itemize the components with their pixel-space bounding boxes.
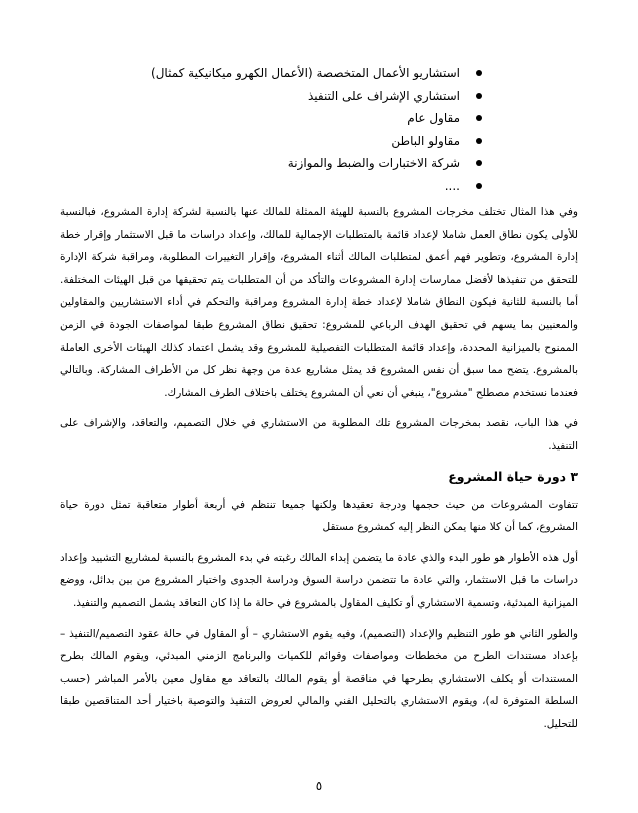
page-number: ٥ — [315, 779, 323, 793]
paragraph-deliverables: في هذا الباب، نقصد بمخرجات المشروع تلك المطلوبة من الاستشاري في خلال التصميم، والتعاقد، والإشراف على التنفيذ. — [60, 417, 578, 452]
paragraph-lifecycle-intro: تتفاوت المشروعات من حيث حجمها ودرجة تعقيدها ولكنها جميعا تنتظم في أربعة أطوار متعاقبة تمثل دورة حياة المشروع، كما أن كلا منها يمكن النظر إليه كمشروع مستقل — [60, 498, 578, 534]
section-heading: ٣ دورة حياة المشروع — [448, 468, 578, 484]
list-item: استشاري الإشراف على التنفيذ — [60, 85, 482, 108]
list-item: شركة الاختبارات والضبط والموازنة — [60, 152, 482, 175]
list-item: مقاولو الباطن — [60, 130, 482, 153]
paragraph-phase-one: أول هذه الأطوار هو طور البدء والذي عادة ما يتضمن إبداء المالك رغبته في بدء المشروع بالنسبة لمشاريع التشييد وإعداد دراسات ما قبل الاستثمار، والتي عادة ما تتضمن دراسة السوق ودراسة الجدوى واختيار المشروع من بين بدائل، ووضع الميزانية المبدئية، وتسمية الاستشاري أو تكليف المقاول بالمشروع في حالة ما إذا كان التعاقد يشمل التصميم والتنفيذ. — [60, 551, 578, 609]
list-item: .... — [60, 175, 482, 198]
stakeholder-list — [60, 62, 578, 197]
list-item: مقاول عام — [60, 107, 482, 130]
list-item: استشاريو الأعمال المتخصصة (الأعمال الكهرو ميكانيكية كمثال) — [60, 62, 482, 85]
paragraph-example: وفي هذا المثال تختلف مخرجات المشروع بالنسبة للهيئة الممثلة للمالك عنها بالنسبة لشركة إدارة المشروع، فبالنسبة للأولى يكون نطاق العمل شاملا لإعداد قائمة بالمتطلبات الإجمالية للمالك، وإعداد دراسات ما قبل الاستثمار وإقرار خطة إدارة المشروع، وتطوير فهم أعمق لمتطلبات المالك أثناء المشروع، وإقرار التغييرات المطلوبة، ومراقبة شركة الإدارة للتحقق من تنفيذها لأفضل ممارسات إدارة المشروعات والتأكد من أن المتطلبات يتم تحقيقها من قبل الهيئات المختلفة. أما بالنسبة للثانية فيكون النطاق شاملا لإعداد خطة إدارة المشروع ومراقبة والتحكم في أداء الاستشاريين والمقاولين والمعنيين بما يسهم في تحقيق الهدف الرباعي للمشروع: تحقيق نطاق المشروع طبقا لمواصفات الجودة في الزمن الممنوح بالميزانية المحددة، وإعداد قائمة المتطلبات التفصيلية للمشروع وقد يشمل اعتماد كذلك الهيئات الأخرى العاملة بالمشروع. يتضح مما سبق أن نفس المشروع قد يمثل مشاريع عدة من وجهة نظر كل من الأطراف المشاركة. وبالتالي فعندما نستخدم مصطلح "مشروع"، ينبغي أن نعي أن المشروع يختلف باختلاف الطرف المشارك. — [60, 206, 578, 399]
paragraph-phase-two: والطور الثاني هو طور التنظيم والإعداد (التصميم)، وفيه يقوم الاستشاري – أو المقاول في حالة عقود التصميم/التنفيذ – بإعداد مستندات الطرح من مخططات ومواصفات وقوائم للكميات والبرنامج الزمني المبدئي، ويقوم المالك بطرح المستندات أو يكلف الاستشاري بطرحها في مناقصة أو يقوم المالك بالتعاقد مع مقاول معين بالأمر المباشر (حسب السلطة المتوفرة له)، ويقوم الاستشاري بالتحليل الفني والمالي لعروض التنفيذ والتوصية باختيار أحد المتناقصين طبقا للتحليل. — [60, 627, 578, 730]
